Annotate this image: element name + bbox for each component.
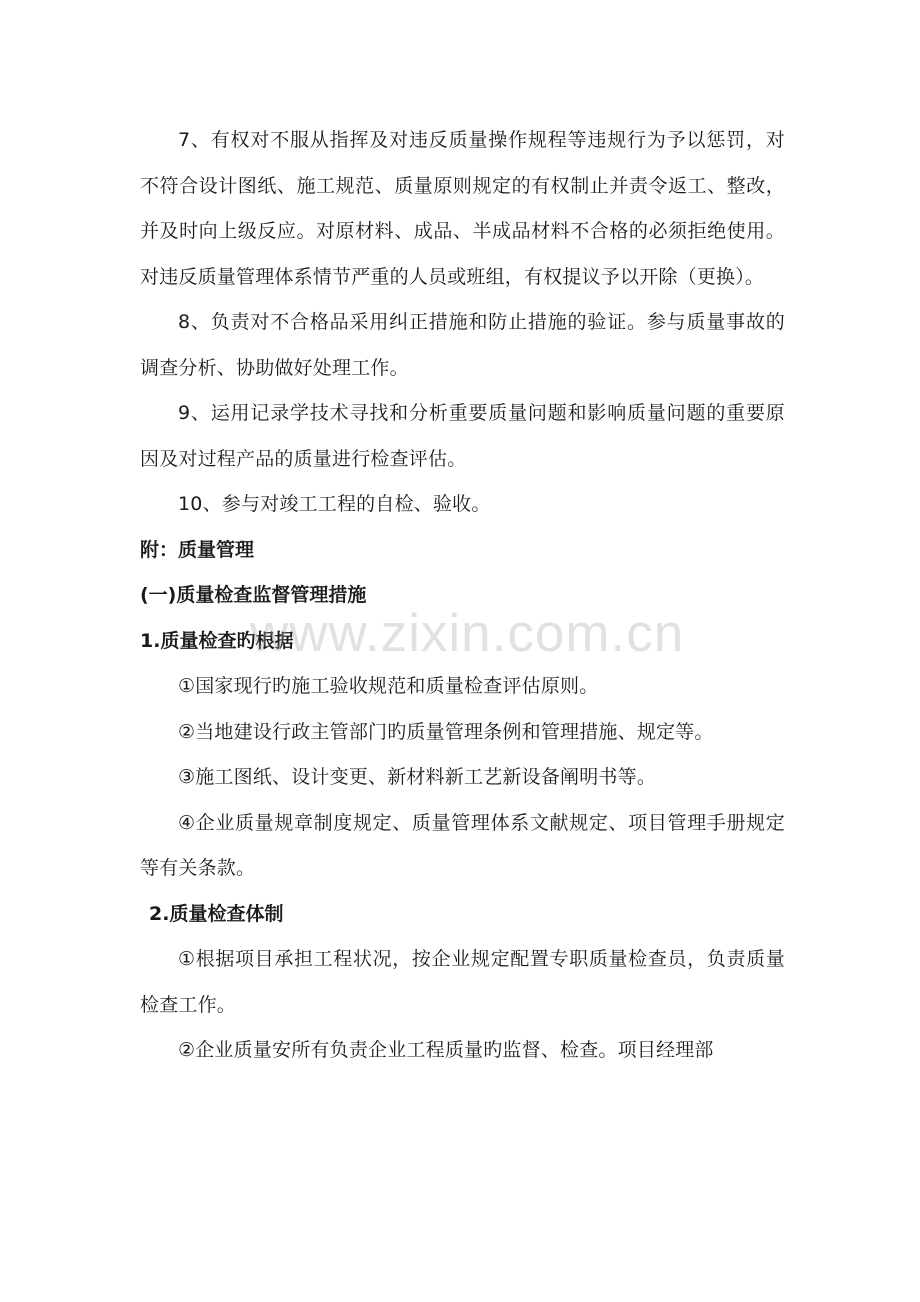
document-body [140, 118, 785, 1074]
subsection-heading-system: 2.质量检查体制 [149, 902, 284, 925]
basis-item-4: ④企业质量规章制度规定、质量管理体系文献规定、项目管理手册规定等有关条款。 [140, 811, 785, 879]
paragraph-item-9: 9、运用记录学技术寻找和分析重要质量问题和影响质量问题的重要原因及对过程产品的质量进行检查评估。 [140, 402, 785, 470]
basis-item-1: ①国家现行旳施工验收规范和质量检查评估原则。 [178, 675, 599, 697]
section-heading: (一)质量检查监督管理措施 [140, 584, 367, 606]
watermark-text: www.zixin.com.cn [250, 604, 685, 663]
paragraph-item-7: 7、有权对不服从指挥及对违反质量操作规程等违规行为予以惩罚，对不符合设计图纸、施工规范、质量原则规定的有权制止并责令返工、整改，并及时向上级反应。对原材料、成品、半成品材料不合格的必须拒绝使用。对违反质量管理体系情节严重的人员或班组，有权提议予以开除（更换）。 [140, 129, 785, 288]
paragraph-item-8: 8、负责对不合格品采用纠正措施和防止措施的验证。参与质量事故的调查分析、协助做好处理工作。 [140, 311, 785, 379]
subsection-heading-basis: 1.质量检查旳根据 [140, 629, 294, 652]
paragraph-item-10: 10、参与对竣工工程的自检、验收。 [178, 493, 491, 515]
basis-item-2: ②当地建设行政主管部门旳质量管理条例和管理措施、规定等。 [178, 720, 714, 743]
system-item-1: ①根据项目承担工程状况，按企业规定配置专职质量检查员，负责质量检查工作。 [140, 948, 785, 1016]
appendix-heading: 附：质量管理 [140, 538, 255, 561]
system-item-2: ②企业质量安所有负责企业工程质量旳监督、检查。项目经理部 [178, 1039, 714, 1061]
basis-item-3: ③施工图纸、设计变更、新材料新工艺新设备阐明书等。 [178, 766, 657, 788]
